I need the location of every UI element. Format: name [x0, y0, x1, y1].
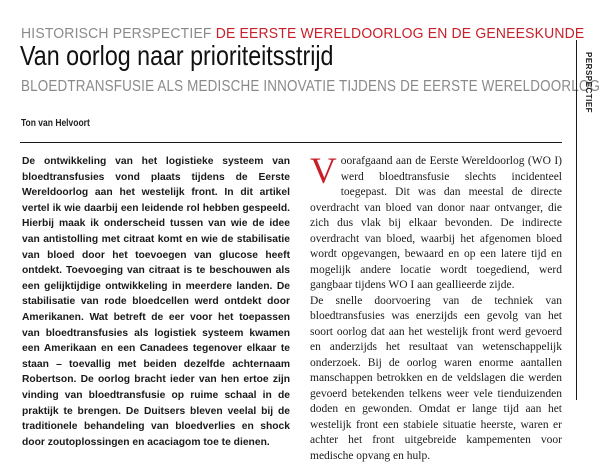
- sidebar-section-label: PERSPECTIEF: [584, 52, 593, 113]
- drop-cap: V: [310, 157, 337, 187]
- article-subtitle: BLOEDTRANSFUSIE ALS MEDISCHE INNOVATIE TIJDENS DE EERSTE WERELDOORLOG: [21, 78, 600, 96]
- article-title: Van oorlog naar prioriteitsstrijd: [20, 40, 333, 72]
- article-author: Ton van Helvoort: [21, 118, 90, 129]
- body-paragraph: De snelle doorvoering van de techniek van bloedtransfusies was enerzijds een gevolg van het soort oorlog dat aan het westelijk front werd gevoerd en anderzijds het resultaat van wetenschappelijk onderzoek. Bij de oorlog waren enorme aantallen manschappen betrokken en de veldslagen die werden gevoerd betekenden telkens weer vele tienduizenden doden en gewonden. Omdat er lange tijd aan het westelijk front een stabiele situatie heerste, waren er achter het front uitgebreide kampementen voor medische opvang en hulp.: [310, 294, 562, 464]
- body-paragraph: [310, 154, 562, 294]
- body-paragraph-text: oorafgaand aan de Eerste Wereldoorlog (WO I) werd bloedtransfusie slechts incidenteel toegepast. Dit was dan meestal de directe overdracht van bloed van donor naar ontvanger, die zich dus vlak bij elkaar bevonden. De indirecte overdracht van bloed, waarbij het afgenomen bloed wordt opgevangen, bewaard en op een latere tijd en mogelijk andere locatie wordt toegediend, werd gangbaar tijdens WO I aan geallieerde zijde.: [310, 155, 562, 291]
- header-divider: [20, 142, 562, 143]
- article-body: [310, 154, 562, 464]
- sidebar-divider: [576, 40, 577, 400]
- kicker-section: HISTORISCH PERSPECTIEF: [21, 25, 212, 42]
- article-intro: De ontwikkeling van het logistieke systeem van bloedtransfusies vond plaats tijdens de Eerste Wereldoorlog aan het westelijk front. In dit artikel vertel ik wie daarbij een leidende rol hebben gespeeld. Hierbij maak ik onderscheid tussen van wie de idee van antistolling met citraat komt en wie de stabilisatie van bloed door het toevoegen van glucose heeft ontdekt. Toevoeging van citraat is te beschouwen als een gelijktijdige ontwikkeling in meerdere landen. De stabilisatie van rode bloedcellen werd ontdekt door Amerikanen. Wat betreft de eer voor het toepassen van bloedtransfusies als logistiek systeem kwamen een Amerikaan en een Canadees tegenover elkaar te staan – toevallig met beiden dezelfde achternaam Robertson. De oorlog bracht ieder van hen ertoe zijn vinding van bloedtransfusie op ruime schaal in de praktijk te brengen. De Duitsers bleven veelal bij de traditionele behandeling van bloedverlies en shock door zoutoplossingen en acaciagom toe te dienen.: [22, 154, 290, 450]
- kicker-topic: DE EERSTE WERELDOORLOG EN DE GENEESKUNDE: [216, 25, 585, 42]
